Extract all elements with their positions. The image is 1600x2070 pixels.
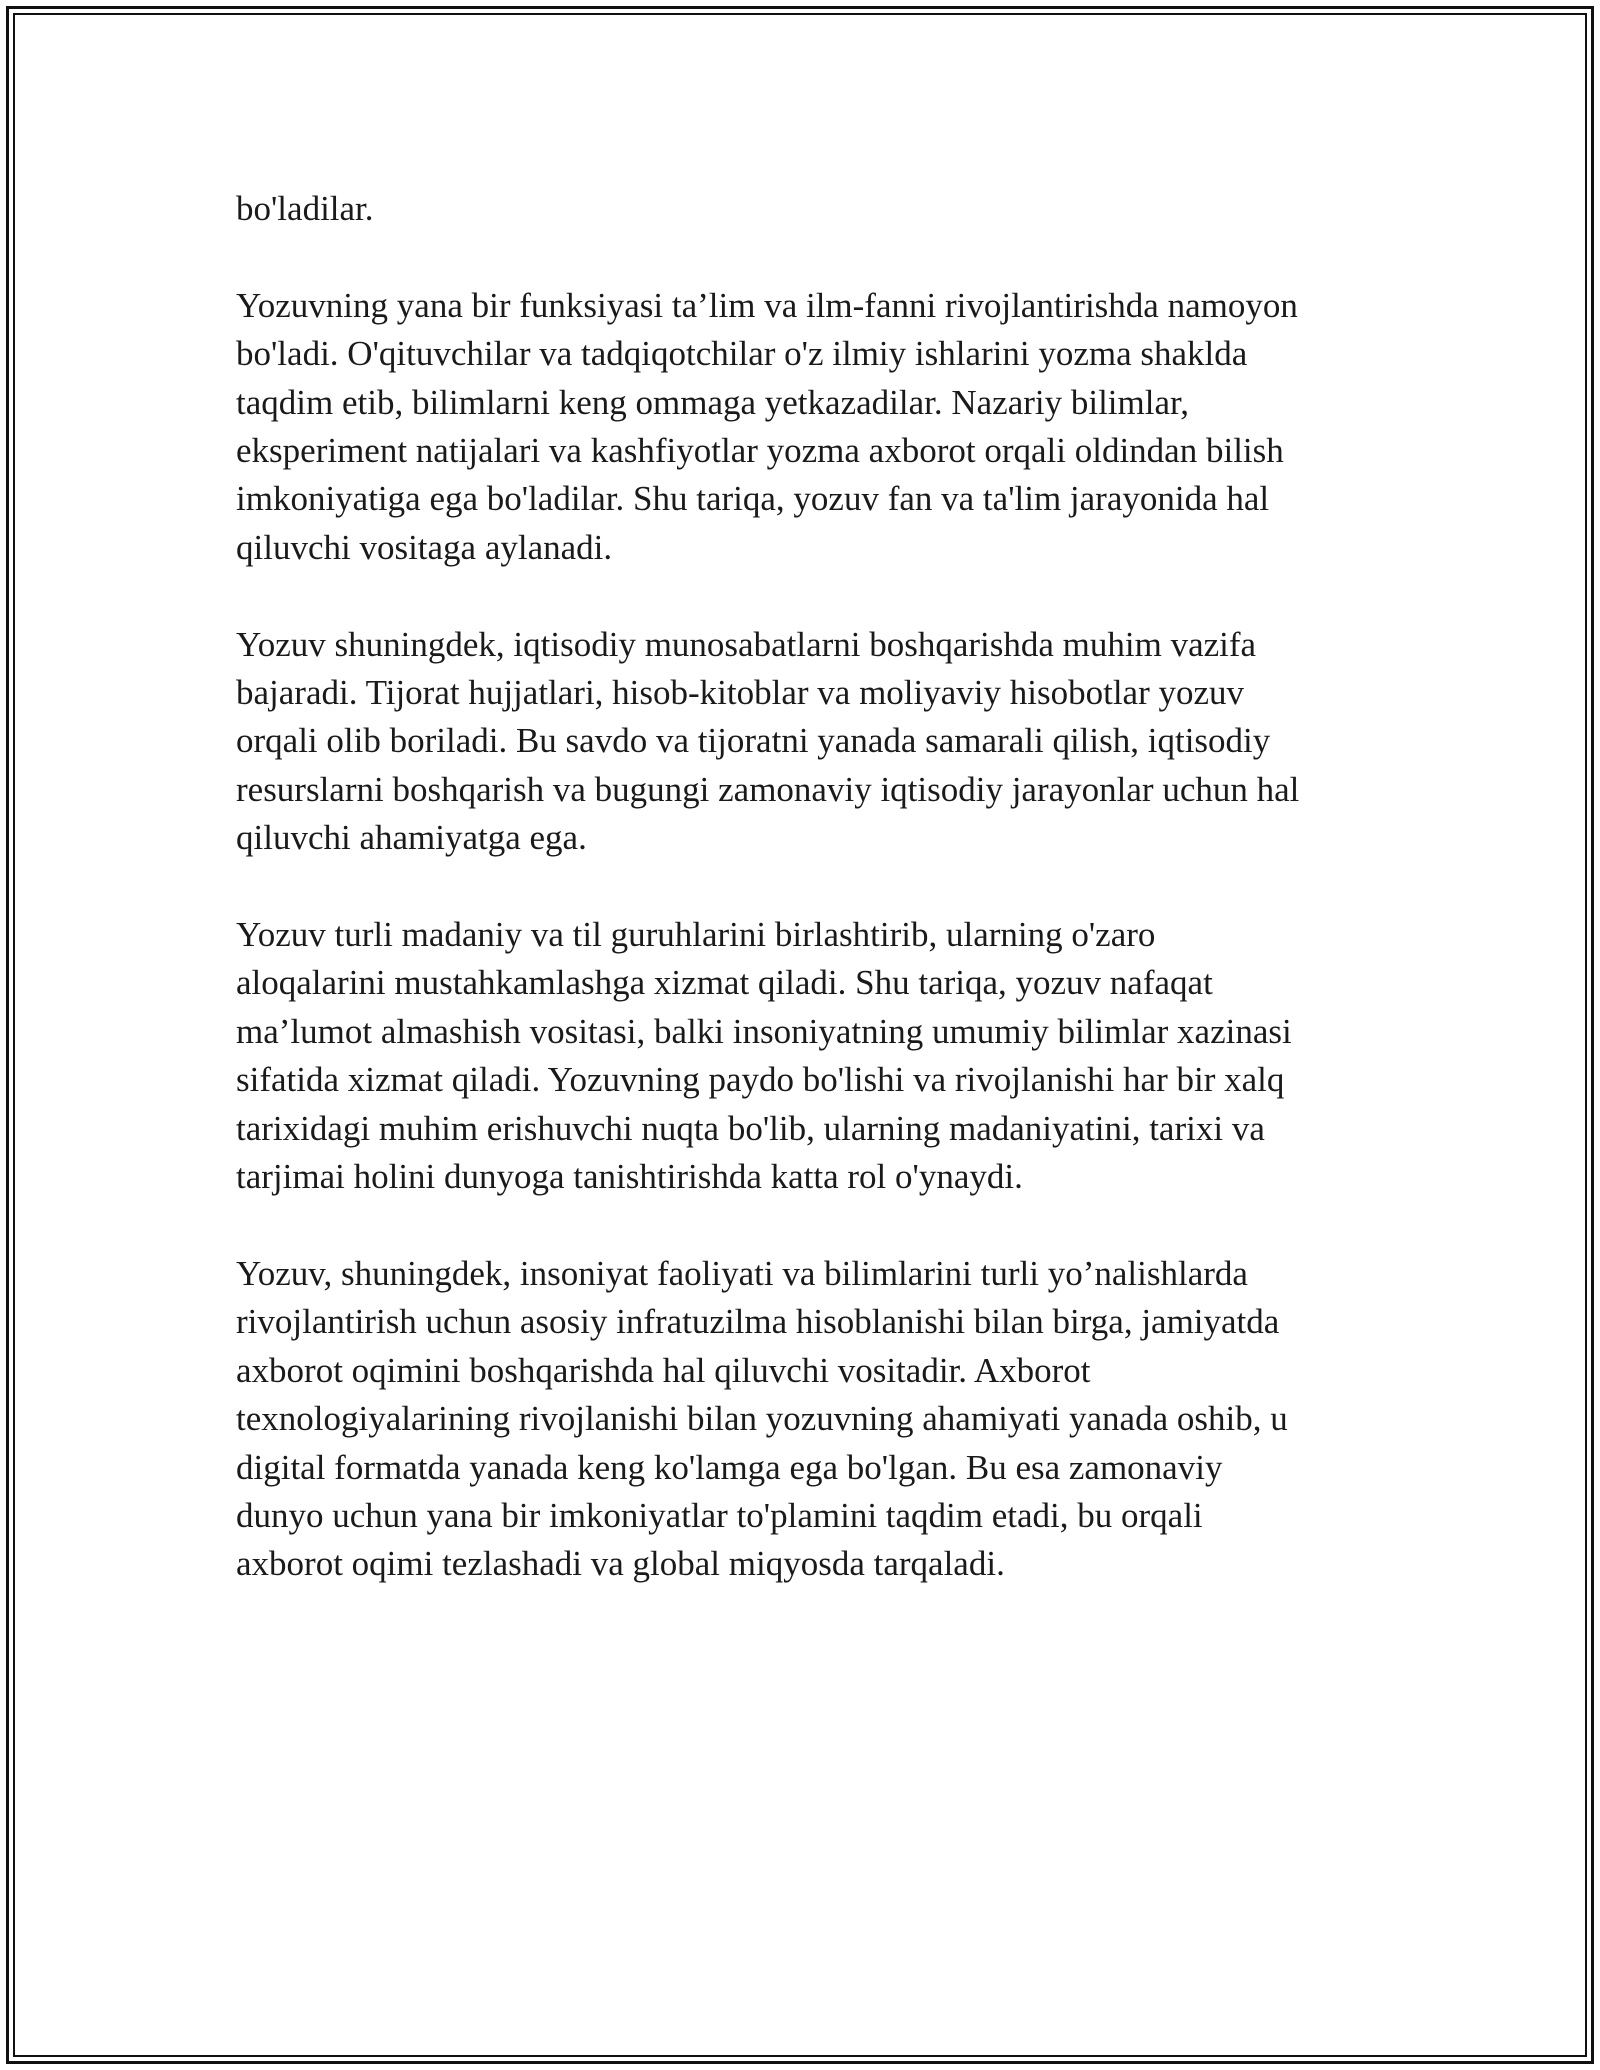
paragraph-education: Yozuvning yana bir funksiyasi ta’lim va ilm-fanni rivojlantirishda namoyon bo'ladi. O'qituvchilar va tadqiqotchilar o'z ilmiy ishlarini yozma shaklda taqdim etib, bilimlarni keng ommaga yetkazadilar. Nazariy bilimlar, eksperiment natijalari va kashfiyotlar yozma axborot orqali oldindan bilish imkoniyatiga ega bo'ladilar. Shu tariqa, yozuv fan va ta'lim jarayonida hal qiluvchi vositaga aylanadi. — [236, 285, 1298, 567]
paragraph-information: Yozuv, shuningdek, insoniyat faoliyati va bilimlarini turli yo’nalishlarda rivojlantirish uchun asosiy infratuzilma hisoblanishi bilan birga, jamiyatda axborot oqimini boshqarishda hal qiluvchi vositadir. Axborot texnologiyalarining rivojlanishi bilan yozuvning ahamiyati yanada oshib, u digital formatda yanada keng ko'lamga ega bo'lgan. Bu esa zamonaviy dunyo uchun yana bir imkoniyatlar to'plamini taqdim etadi, bu orqali axborot oqimi tezlashadi va global miqyosda tarqaladi. — [236, 1253, 1288, 1584]
document-body — [236, 185, 1366, 1589]
paragraph-culture: Yozuv turli madaniy va til guruhlarini birlashtirib, ularning o'zaro aloqalarini mustahkamlashga xizmat qiladi. Shu tariqa, yozuv nafaqat ma’lumot almashish vositasi, balki insoniyatning umumiy bilimlar xazinasi sifatida xizmat qiladi. Yozuvning paydo bo'lishi va rivojlanishi har bir xalq tarixidagi muhim erishuvchi nuqta bo'lib, ularning madaniyatini, tarixi va tarjimai holini dunyoga tanishtirishda katta rol o'ynaydi. — [236, 915, 1292, 1197]
paragraph-economy: Yozuv shuningdek, iqtisodiy munosabatlarni boshqarishda muhim vazifa bajaradi. Tijorat hujjatlari, hisob-kitoblar va moliyaviy hisobotlar yozuv orqali olib boriladi. Bu savdo va tijoratni yanada samarali qilish, iqtisodiy resurslarni boshqarish va bugungi zamonaviy iqtisodiy jarayonlar uchun hal qiluvchi ahamiyatga ega. — [236, 624, 1300, 858]
paragraph-continuation: bo'ladilar. — [236, 189, 374, 228]
